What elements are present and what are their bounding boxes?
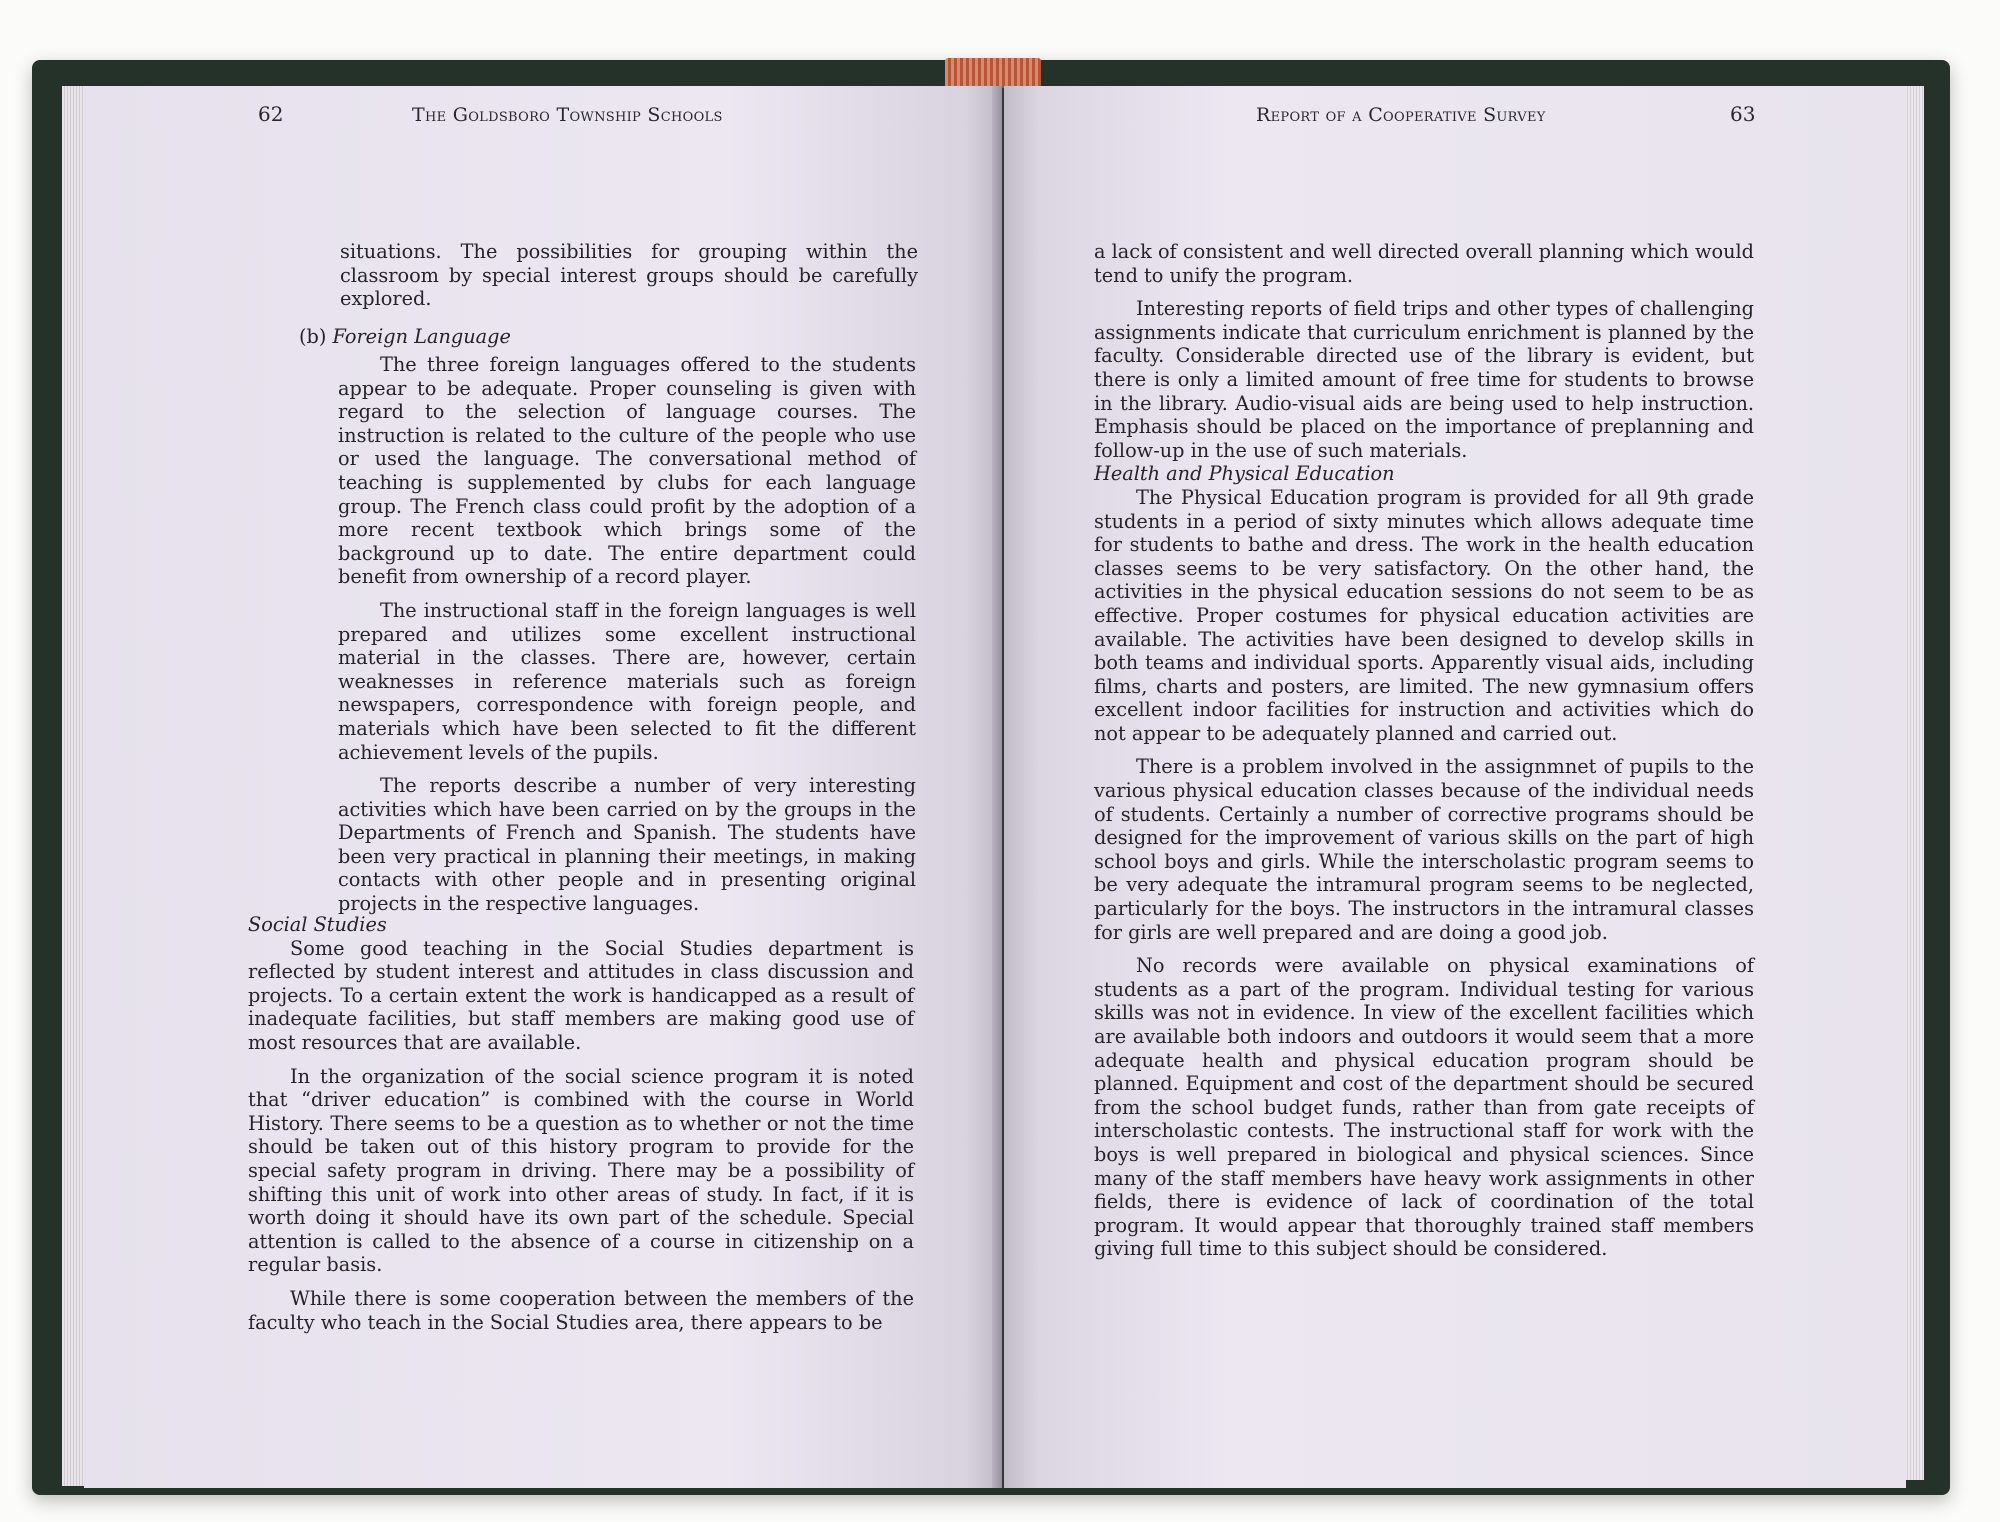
ss-paragraph-2: In the organization of the social science program it is noted that “driver education” is combined with the course in World History. There seems to be a question as to whether or not the time should be taken out of this history program to provide for the special safety program in driving. There may be a possibility of shifting this unit of work into other areas of study. In fact, if it is worth doing it should have its own part of the schedule. Special attention is called to the absence of a course in citizenship on a regular basis. [248, 1064, 914, 1277]
ss-paragraph-3: While there is some cooperation between the members of the faculty who teach in the Social Studies area, there appears to be [248, 1286, 914, 1334]
sub-label: (b) [299, 325, 327, 348]
sub-title: Foreign Language [332, 325, 511, 348]
enrichment-paragraph: Interesting reports of field trips and other types of challenging assignments indicate that curriculum enrichment is planned by the faculty. Considerable directed use of the library is evident, but there is only a limited amount of free time for students to browse in the library. Audio-visual aids are being used to help instruction. Emphasis should be placed on the importance of preplanning and follow-up in the use of such materials. [1094, 297, 1754, 462]
left-page-number: 62 [258, 102, 284, 126]
fl-paragraph-2: The instructional staff in the foreign languages is well prepared and utilizes some excellent instructional material in the classes. There are, however, certain weaknesses in reference materials such as foreign newspapers, correspondence with foreign people, and materials which have been selected to fit the different achievement levels of the pupils. [338, 598, 916, 764]
right-page-number: 63 [1730, 102, 1756, 126]
social-studies-heading: Social Studies [248, 913, 387, 936]
right-body [1094, 240, 1754, 1261]
left-intro-block [340, 240, 918, 311]
page-edges-left [62, 86, 86, 1486]
hpe-paragraph-2: There is a problem involved in the assignmnet of pupils to the various physical education classes because of the individual needs of students. Certainly a number of corrective programs should be designed for the improvement of various skills on the part of high school boys and girls. While the interscholastic program seems to be very adequate the intramural program seems to be neglected, particularly for the boys. The instructors in the intramural classes for girls are well prepared and are doing a good job. [1094, 755, 1754, 944]
ss-paragraph-1: Some good teaching in the Social Studies department is reflected by student interest and attitudes in class discussion and projects. To a certain extent the work is handicapped as a result of inadequate facilities, but staff members are making good use of most resources that are available. [248, 936, 914, 1054]
left-running-head: The Goldsboro Township Schools [412, 104, 723, 126]
social-studies-section [248, 913, 914, 1334]
foreign-language-section [338, 353, 916, 916]
intro-paragraph: situations. The possibilities for grouping within the classroom by special interest groups should be carefully explored. [340, 240, 918, 311]
hpe-paragraph-3: No records were available on physical examinations of students as a part of the program. Individual testing for various skills was not in evidence. In view of the excellent facilities which are available both indoors and outdoors it would seem that a more adequate health and physical education program should be planned. Equipment and cost of the department should be secured from the school budget funds, rather than from gate receipts of interscholastic contests. The instructional staff for work with the boys is well prepared in biological and physical sciences. Since many of the staff members have heavy work assignments in other fields, there is evidence of lack of coordination of the total program. It would appear that thoroughly trained staff members giving full time to this subject should be considered. [1094, 954, 1754, 1261]
right-running-head: Report of a Cooperative Survey [1256, 104, 1546, 126]
fl-paragraph-3: The reports describe a number of very interesting activities which have been carried on by the groups in the Departments of French and Spanish. The students have been very practical in planning their meetings, in making contacts with other people and in presenting original projects in the respective languages. [338, 774, 916, 916]
page-edges-right [1904, 86, 1924, 1480]
continued-paragraph: a lack of consistent and well directed overall planning which would tend to unify the program. [1094, 240, 1754, 287]
hpe-heading: Health and Physical Education [1094, 462, 1395, 486]
fl-paragraph-1: The three foreign languages offered to the students appear to be adequate. Proper counseling is given with regard to the selection of language courses. The instruction is related to the culture of the people who use or used the language. The conversational method of teaching is supplemented by clubs for each language group. The French class could profit by the adoption of a more recent textbook which brings some of the background up to date. The entire department could benefit from ownership of a record player. [338, 353, 916, 589]
spine-headband [945, 58, 1041, 88]
foreign-language-subheading [299, 325, 939, 349]
hpe-paragraph-1: The Physical Education program is provided for all 9th grade students in a period of sixty minutes which allows adequate time for students to bathe and dress. The work in the health education classes seems to be very satisfactory. On the other hand, the activities in the physical education sessions do not seem to be as effective. Proper costumes for physical education activities are available. The activities have been designed to develop skills in both teams and individual sports. Apparently visual aids, including films, charts and posters, are limited. The new gymnasium offers excellent indoor facilities for instruction and activities which do not appear to be adequately planned and carried out. [1094, 485, 1754, 745]
